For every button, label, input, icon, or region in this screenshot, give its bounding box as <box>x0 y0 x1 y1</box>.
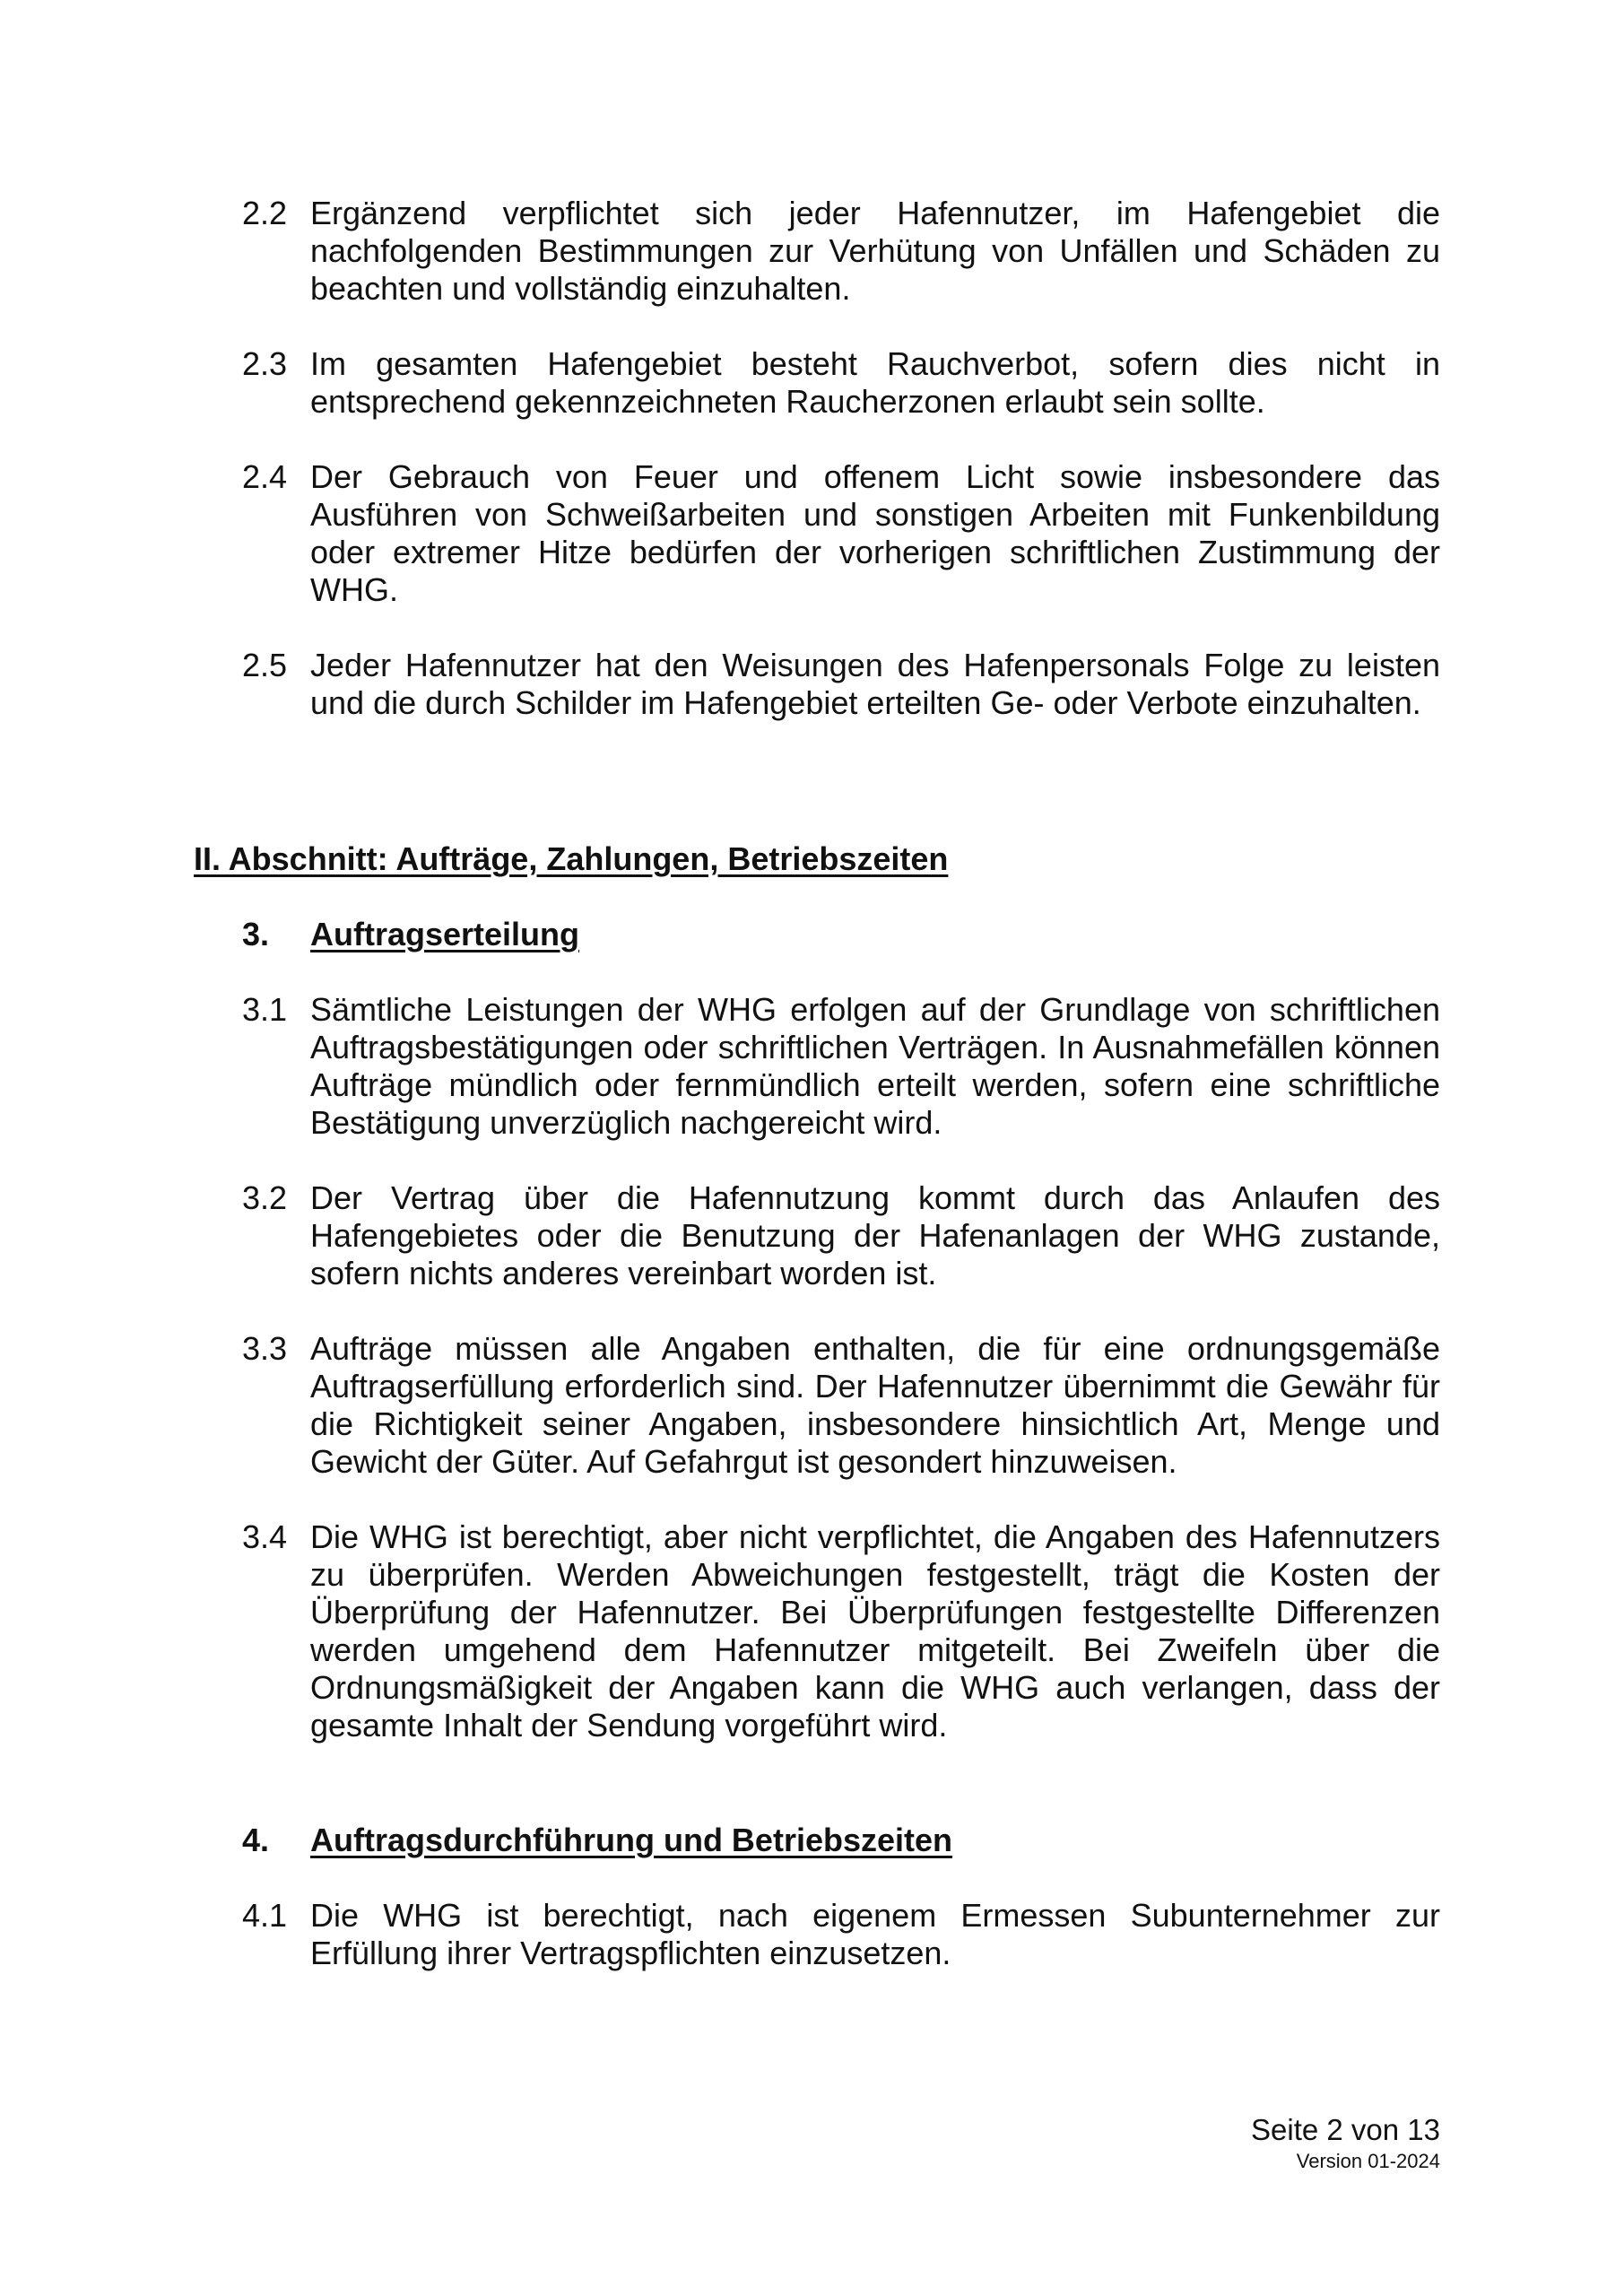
subsection-title: Auftragsdurchführung und Betriebszeiten <box>310 1822 953 1858</box>
subsection-heading-3 <box>242 916 579 953</box>
clause-text: Die WHG ist berechtigt, aber nicht verpflichtet, die Angaben des Hafennutzers zu überprüfen. Werden Abweichungen festgestellt, trägt die Kosten der Überprüfung der Hafennutzer. Bei Überprüfungen festgestellte Differenzen werden umgehend dem Hafennutzer mitgeteilt. Bei Zweifeln über die Ordnungsmäßigkeit der Angaben kann die WHG auch verlangen, dass der gesamte Inhalt der Sendung vorgeführt wird. <box>310 1518 1440 1744</box>
clause-number: 3.3 <box>242 1330 288 1367</box>
document-version: Version 01-2024 <box>1296 2150 1440 2172</box>
subsection-number: 4. <box>242 1822 270 1858</box>
clause-text: Im gesamten Hafengebiet besteht Rauchverbot, sofern dies nicht in entsprechend gekennzeichneten Raucherzonen erlaubt sein sollte. <box>310 345 1440 420</box>
clause-text: Der Gebrauch von Feuer und offenem Licht sowie insbesondere das Ausführen von Schweißarbeiten und sonstigen Arbeiten mit Funkenbildung oder extremer Hitze bedürfen der vorherigen schriftlichen Zustimmung der WHG. <box>310 458 1440 608</box>
clause-text: Ergänzend verpflichtet sich jeder Hafennutzer, im Hafengebiet die nachfolgenden Bestimmungen zur Verhütung von Unfällen und Schäden zu beachten und vollständig einzuhalten. <box>310 195 1440 307</box>
clause-number: 2.4 <box>242 458 288 495</box>
clause-2-3 <box>242 345 1440 421</box>
clause-2-5 <box>242 647 1440 722</box>
section-heading: II. Abschnitt: Aufträge, Zahlungen, Betriebszeiten <box>194 840 949 877</box>
subsection-heading-4 <box>242 1822 952 1859</box>
subsection-title: Auftragserteilung <box>310 916 580 952</box>
clause-3-3 <box>242 1330 1440 1481</box>
clause-number: 2.3 <box>242 345 288 382</box>
clause-text: Die WHG ist berechtigt, nach eigenem Ermessen Subunternehmer zur Erfüllung ihrer Vertragspflichten einzusetzen. <box>310 1897 1440 1971</box>
clause-4-1 <box>242 1897 1440 1972</box>
clause-3-2 <box>242 1179 1440 1292</box>
clause-text: Jeder Hafennutzer hat den Weisungen des Hafenpersonals Folge zu leisten und die durch Schilder im Hafengebiet erteilten Ge- oder Verbote einzuhalten. <box>310 647 1440 721</box>
clause-number: 2.5 <box>242 647 288 683</box>
page-number: Seite 2 von 13 <box>1251 2113 1440 2146</box>
clause-text: Aufträge müssen alle Angaben enthalten, die für eine ordnungsgemäße Auftragserfüllung erforderlich sind. Der Hafennutzer übernimmt die Gewähr für die Richtigkeit seiner Angaben, insbesondere hinsichtlich Art, Menge und Gewicht der Güter. Auf Gefahrgut ist gesondert hinzuweisen. <box>310 1330 1440 1480</box>
clause-text: Sämtliche Leistungen der WHG erfolgen auf der Grundlage von schriftlichen Auftragsbestätigungen oder schriftlichen Verträgen. In Ausnahmefällen können Aufträge mündlich oder fernmündlich erteilt werden, sofern eine schriftliche Bestätigung unverzüglich nachgereicht wird. <box>310 991 1440 1141</box>
clause-3-4 <box>242 1518 1440 1744</box>
subsection-number: 3. <box>242 916 270 952</box>
clause-number: 3.1 <box>242 991 288 1028</box>
clause-text: Der Vertrag über die Hafennutzung kommt durch das Anlaufen des Hafengebietes oder die Benutzung der Hafenanlagen der WHG zustande, sofern nichts anderes vereinbart worden ist. <box>310 1179 1440 1292</box>
clause-2-4 <box>242 458 1440 609</box>
clause-number: 2.2 <box>242 195 288 231</box>
clause-3-1 <box>242 991 1440 1142</box>
clause-number: 3.4 <box>242 1518 288 1555</box>
clause-number: 3.2 <box>242 1179 288 1216</box>
clause-2-2 <box>242 195 1440 308</box>
clause-number: 4.1 <box>242 1897 288 1934</box>
